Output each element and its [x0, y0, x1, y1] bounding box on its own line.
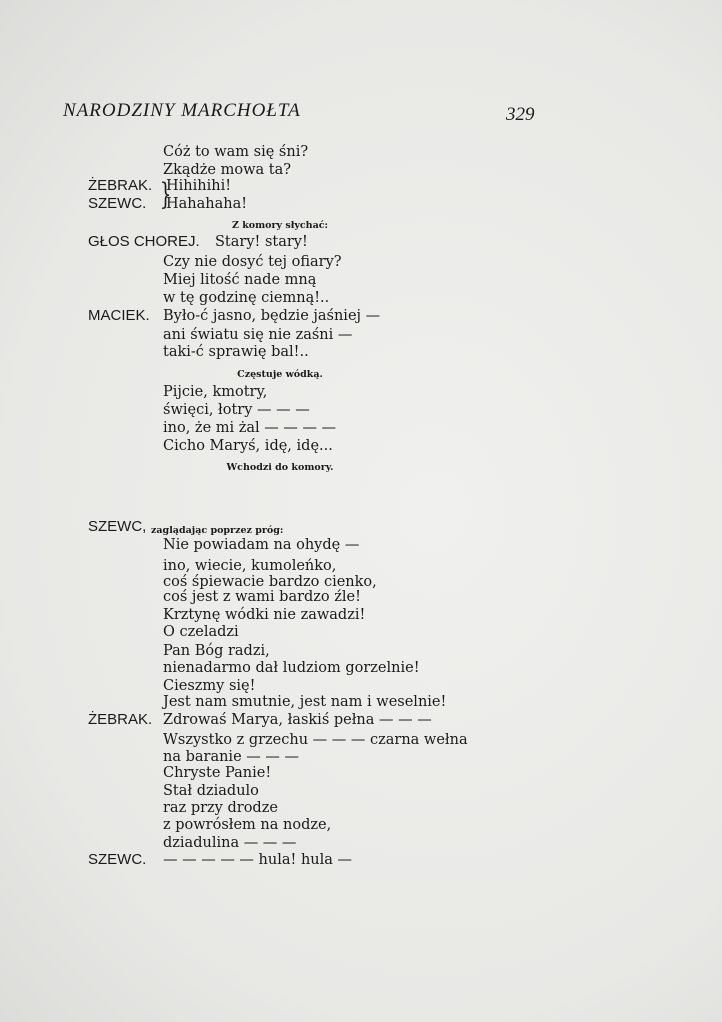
verse-line: Nie powiadam na ohydę — [163, 537, 360, 553]
speaker-name: ŻEBRAK. [88, 711, 153, 728]
verse-line: Krztynę wódki nie zawadzi! [163, 607, 366, 623]
verse-line: taki-ć sprawię bal!.. [163, 344, 309, 360]
verse-line: Pan Bóg radzi, [163, 643, 270, 659]
verse-line: na baranie — — — [163, 749, 299, 765]
page-number: 329 [506, 104, 535, 125]
verse-line: Cieszmy się! [163, 678, 256, 694]
verse-line: coś jest z wami bardzo źle! [163, 589, 361, 605]
verse-line: Wszystko z grzechu — — — czarna wełna [163, 732, 468, 748]
speaker-name: ŻEBRAK. [88, 177, 153, 194]
speaker-name: SZEWC. [88, 851, 147, 868]
verse-line: ino, wiecie, kumoleńko, [163, 558, 337, 574]
verse-line: Jest nam smutnie, jest nam i weselnie! [163, 694, 447, 710]
verse-line: — — — — — hula! hula — [163, 852, 353, 868]
verse-line: Czy nie dosyć tej ofiary? [163, 254, 342, 270]
verse-line: raz przy drodze [163, 800, 278, 816]
verse-line: Miej litość nade mną [163, 272, 317, 288]
verse-line: Pijcie, kmotry, [163, 384, 268, 400]
verse-line: w tę godzinę ciemną!.. [163, 290, 330, 306]
verse-line: Stary! stary! [215, 234, 308, 250]
verse-line: Hahahaha! [166, 196, 248, 212]
stage-direction: zaglądając poprzez próg: [151, 525, 284, 536]
speaker-name: SZEWC. [88, 195, 147, 212]
verse-line: Chryste Panie! [163, 765, 272, 781]
verse-line: z powrósłem na nodze, [163, 817, 332, 833]
running-title: NARODZINY MARCHOŁTA [63, 100, 301, 121]
stage-direction: Z komory słychać: [231, 220, 329, 231]
verse-line: Cicho Maryś, idę, idę... [163, 438, 333, 454]
verse-line: Stał dziadulo [163, 783, 259, 799]
speaker-name: MACIEK. [88, 307, 150, 324]
verse-line: Zkądże mowa ta? [163, 162, 292, 178]
brace-mark: } [159, 177, 172, 212]
verse-line: coś śpiewacie bardzo cienko, [163, 574, 377, 590]
speaker-name: GŁOS CHOREJ. [88, 233, 200, 250]
verse-line: Zdrowaś Marya, łaskiś pełna — — — [163, 712, 432, 728]
verse-line: ino, że mi żal — — — — [163, 420, 337, 436]
speaker-name: SZEWC, [88, 518, 147, 535]
verse-line: nienadarmo dał ludziom gorzelnie! [163, 660, 420, 676]
verse-line: dziadulina — — — [163, 835, 297, 851]
stage-direction: Wchodzi do komory. [226, 462, 334, 473]
verse-line: Cóż to wam się śni? [163, 144, 309, 160]
verse-line: Było-ć jasno, będzie jaśniej — [163, 308, 381, 324]
verse-line: święci, łotry — — — [163, 402, 310, 418]
stage-direction: Częstuje wódką. [237, 369, 323, 380]
verse-line: ani światu się nie zaśni — [163, 327, 353, 343]
verse-line: Hihihihi! [166, 178, 232, 194]
verse-line: O czeladzi [163, 624, 239, 640]
